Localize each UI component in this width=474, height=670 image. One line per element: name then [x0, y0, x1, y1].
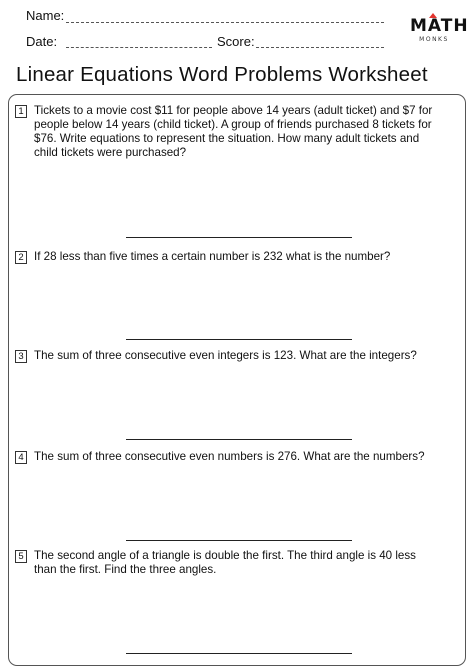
question-number-box: 1	[15, 105, 27, 118]
logo-sub-text: MONKS	[419, 36, 449, 43]
score-label: Score:	[217, 34, 255, 49]
question-text: The sum of three consecutive even numbers is 276. What are the numbers?	[34, 450, 425, 463]
worksheet-title: Linear Equations Word Problems Worksheet	[16, 63, 428, 86]
date-field[interactable]	[66, 47, 212, 48]
name-label: Name:	[26, 8, 65, 23]
question-text: Tickets to a movie cost $11 for people above 14 years (adult ticket) and $7 for people below 14 years (child ticket). A group of friends purchased 8 tickets for $76. Write equations to represent the situation. How many adult tickets and child tickets were purchased?	[34, 104, 433, 159]
question-number-box: 4	[15, 451, 27, 464]
question-text: The sum of three consecutive even integers is 123. What are the integers?	[34, 349, 417, 362]
question-text: The second angle of a triangle is double the first. The third angle is 40 less than the first. Find the three angles.	[34, 549, 416, 576]
math-monks-logo	[410, 16, 469, 56]
answer-line-1[interactable]	[126, 237, 352, 238]
questions-frame	[8, 94, 466, 666]
answer-line-3[interactable]	[126, 439, 352, 440]
logo-main-text: MATH	[410, 16, 469, 36]
answer-line-5[interactable]	[126, 653, 352, 654]
date-label: Date:	[26, 34, 58, 49]
question-number-box: 2	[15, 251, 27, 264]
question-number-box: 5	[15, 550, 27, 563]
logo-accent-icon	[429, 13, 437, 18]
answer-line-2[interactable]	[126, 339, 352, 340]
score-field[interactable]	[256, 47, 384, 48]
question-number-box: 3	[15, 350, 27, 363]
answer-line-4[interactable]	[126, 540, 352, 541]
question-text: If 28 less than five times a certain number is 232 what is the number?	[34, 250, 391, 263]
name-field[interactable]	[66, 22, 384, 23]
